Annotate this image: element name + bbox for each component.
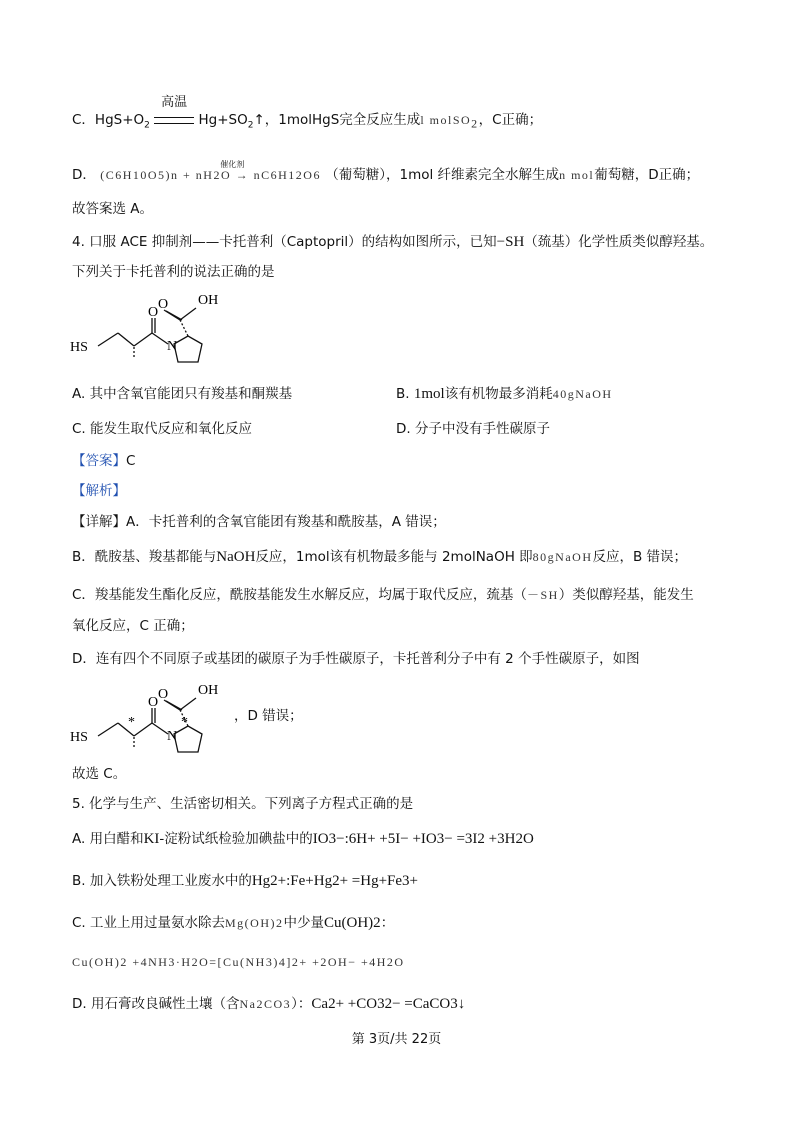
q4-final: 故选 C。 (72, 766, 127, 782)
q4-answer: 【答案】C (72, 453, 136, 469)
q5-option-d: D. 用石膏改良碱性土壤（含Na2CO3）：Ca2+ +CO32− =CaCO3↓ (72, 996, 466, 1012)
page-footer: 第 3页/共 22页 (351, 1032, 442, 1047)
answer-line: 故答案选 A。 (72, 201, 154, 217)
acid-o-label: O (158, 297, 169, 312)
n-label: N (167, 729, 178, 744)
reaction-condition-arrow (154, 95, 194, 130)
hs-label: HS (70, 340, 88, 355)
q4-detail-d-end: ，D 错误； (234, 708, 303, 724)
oh-label: OH (198, 293, 219, 308)
option-c-line: C．$HgS+O_2$ 高温 $Hg+SO_2↑$，1molHgS完全反应生成l molSO$_2$，C正确； (72, 95, 543, 131)
q4-option-c: C. 能发生取代反应和氧化反应 (72, 421, 253, 437)
q4-detail-a: 【详解】A．卡托普利的含氧官能团有羧基和酰胺基，A 错误； (72, 514, 446, 530)
captopril-chiral-structure (68, 676, 248, 766)
q4-detail-d: D．连有四个不同原子或基团的碳原子为手性碳原子，卡托普利分子中有 2 个手性碳原子，如图 (72, 651, 640, 667)
q4-analysis-tag: 【解析】 (72, 483, 126, 499)
c-products: Hg+SO (198, 112, 248, 128)
hs-label: HS (70, 730, 88, 745)
q4-detail-b: B．酰胺基、羧基都能与NaOH反应，1mol该有机物最多能与 2molNaOH 即80gNaOH反应，B 错误； (72, 549, 688, 565)
q4-option-b: B. 1mol该有机物最多消耗40gNaOH (396, 386, 613, 402)
equals-bar (154, 117, 194, 124)
oh-label: OH (198, 683, 219, 698)
q4-option-a: A. 其中含氧官能团只有羧基和酮羰基 (72, 386, 293, 402)
carbonyl-o-label: O (148, 305, 159, 320)
option-d-line: D． 催化剂 (C6H10O5)n + nH2O → nC6H12O6 （葡萄糖），1mol 纤维素完全水解生成n mol葡萄糖，D正确； (72, 165, 699, 185)
q5-option-b: B. 加入铁粉处理工业废水中的Hg2+:Fe+Hg2+ =Hg+Fe3+ (72, 873, 419, 889)
q4-detail-c-cont: 氧化反应，C 正确； (72, 618, 194, 634)
carbonyl-o-label: O (148, 695, 159, 710)
captopril-structure (68, 286, 248, 376)
q5-stem: 5. 化学与生产、生活密切相关。下列离子方程式正确的是 (72, 796, 414, 812)
hydrolysis-equation: 催化剂 (C6H10O5)n + nH2O → nC6H12O6 (100, 165, 321, 185)
catalyst-label: 催化剂 (220, 160, 245, 169)
q5-option-c-equation: Cu(OH)2 +4NH3·H2O=[Cu(NH3)4]2+ +2OH− +4H2O (72, 955, 405, 969)
q4-stem: 4. 口服 ACE 抑制剂——卡托普利（Captopril）的结构如图所示，已知−SH（巯基）化学性质类似醇羟基。 (72, 234, 714, 250)
c-reactants: C．HgS+O (72, 112, 145, 128)
chiral-star-1: * (128, 715, 135, 730)
q4-detail-c: C．羧基能发生酯化反应，酰胺基能发生水解反应，均属于取代反应，巯基（－SH）类似醇羟基，能发生 (72, 587, 694, 603)
q5-option-a: A. 用白醋和KI-淀粉试纸检验加碘盐中的IO3−:6H+ +5I− +IO3− =3I2 +3H2O (72, 831, 534, 847)
acid-o-label: O (158, 687, 169, 702)
q4-option-d: D. 分子中没有手性碳原子 (396, 421, 550, 437)
chiral-star-2: * (181, 715, 188, 730)
q5-option-c: C. 工业上用过量氨水除去Mg(OH)2中少量Cu(OH)2： (72, 915, 395, 931)
n-label: N (167, 339, 178, 354)
q4-question: 下列关于卡托普利的说法正确的是 (72, 264, 275, 280)
reaction-condition: 高温 (161, 95, 188, 110)
